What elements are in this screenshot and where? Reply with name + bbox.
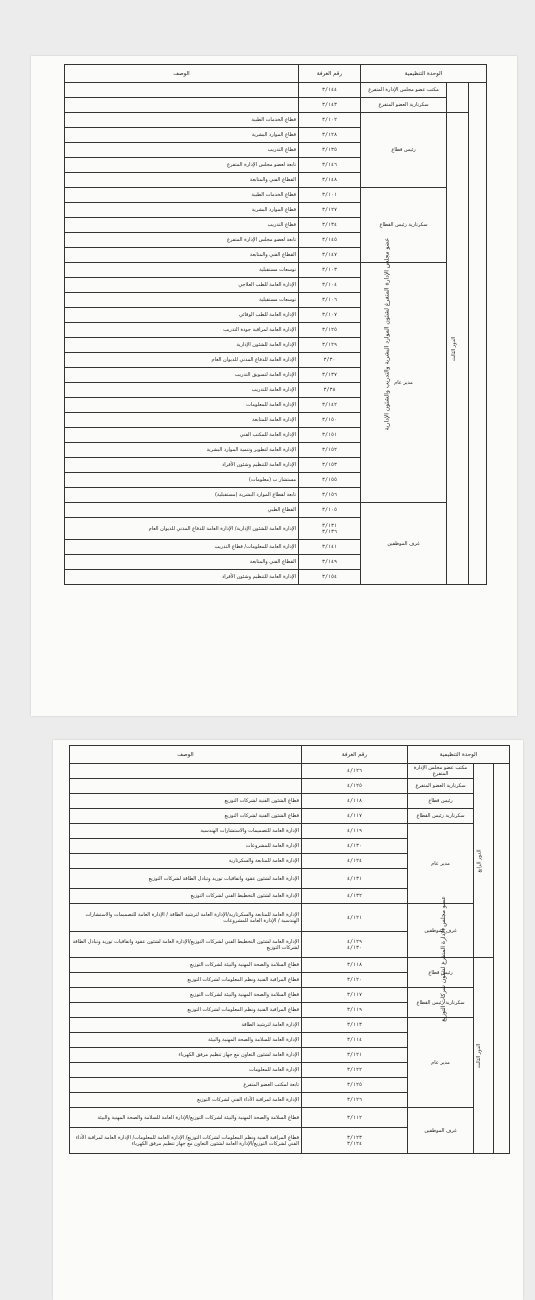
room-cell: [302, 1018, 408, 1033]
unit-cell: غرف الموظفين: [408, 1108, 474, 1154]
room-number: ٣/١٥٥: [321, 477, 338, 483]
room-cell: [299, 83, 361, 98]
table-row: [70, 1108, 510, 1128]
room-cell: [302, 889, 408, 904]
room-number: ٣/١٢٢: [346, 1067, 363, 1073]
room-number: ٣/١٠٣: [321, 267, 338, 273]
room-number: ٣/١٣٧: [321, 372, 338, 378]
description-cell: الإدارة العامة لمراقبة جودة التدريب: [65, 323, 299, 338]
room-cell: [299, 143, 361, 158]
room-number: ٣/١٥١: [321, 432, 338, 438]
floor-cell: [447, 83, 469, 113]
room-number: ٣/١١٩: [346, 1007, 363, 1013]
room-cell: [302, 973, 408, 988]
room-number: ٣/١٢١: [346, 1052, 363, 1058]
unit-cell: غرف الموظفين: [361, 503, 447, 585]
description-cell: قطاع المراقبة الفنية ونظم المعلومات لشركات التوزيع: [70, 1003, 302, 1018]
room-cell: [299, 233, 361, 248]
room-number: ٣/١١٢: [346, 1114, 363, 1121]
description-cell: الإدارة العامة لتسويق التدريب: [65, 368, 299, 383]
table-row: [70, 764, 510, 779]
room-number: ٣/١٥٠: [321, 417, 338, 423]
description-cell: [65, 98, 299, 113]
room-number: ٣/١٠٥: [321, 507, 338, 513]
table-row: [70, 794, 510, 809]
room-cell: [302, 764, 408, 779]
room-cell: [302, 779, 408, 794]
description-cell: الإدارة العامة للطب العلاجي: [65, 278, 299, 293]
description-cell: [70, 779, 302, 794]
description-cell: القطاع الفني والمتابعة: [65, 555, 299, 570]
room-cell: [302, 904, 408, 932]
description-cell: قطاع السلامة والصحة المهنية والبيئة لشركات التوزيع: [70, 988, 302, 1003]
room-cell: [302, 839, 408, 854]
description-cell: الإدارة العامة لترشيد الطاقة: [70, 1018, 302, 1033]
room-cell: [299, 570, 361, 585]
room-number: ٣/١٤٩: [321, 559, 338, 565]
description-cell: القطاع الفني والمتابعة: [65, 173, 299, 188]
room-cell: [299, 128, 361, 143]
description-cell: الإدارة العامة للدفاع المدني للديوان العام: [65, 353, 299, 368]
room-cell: [302, 1093, 408, 1108]
sector-title: عضو مجلس الإدارة المتفرغ لشئون شركات التوزيع: [440, 895, 448, 1022]
description-cell: الإدارة العامة لتطوير وتنمية الموارد البشرية: [65, 443, 299, 458]
room-cell: [302, 869, 408, 889]
room-cell: [299, 428, 361, 443]
unit-cell: رئيس قطاع: [361, 113, 447, 188]
description-cell: الإدارة العامة لشئون التخطيط الفني لشركات التوزيع: [70, 889, 302, 904]
description-cell: الإدارة العامة للمعلومات: [70, 1063, 302, 1078]
room-cell: [299, 353, 361, 368]
room-number: ٣/١٠١: [321, 192, 338, 198]
table-row: [65, 98, 487, 113]
description-cell: الإدارة العامة للسلامة والصحة المهنية والبيئة: [70, 1033, 302, 1048]
room-number: ٣/١١٨: [346, 962, 363, 968]
description-cell: قطاع التدريب: [65, 218, 299, 233]
room-cell: [299, 443, 361, 458]
header-unit: الوحدة التنظيمية: [361, 65, 487, 83]
description-cell: الإدارة العامة للمعلومات/ قطاع التدريب: [65, 540, 299, 555]
room-cell: [302, 794, 408, 809]
room-number: ٣/٣٠: [323, 357, 336, 363]
description-cell: توسعات مستقبلية: [65, 263, 299, 278]
room-number: ٣/١١٣: [346, 1022, 363, 1028]
description-cell: القطاع الفني والمتابعة: [65, 248, 299, 263]
room-number: ٣/١٥٤: [321, 574, 338, 580]
unit-cell: مدير عام: [408, 1018, 474, 1108]
description-cell: قطاع الشئون الفنية لشركات التوزيع: [70, 794, 302, 809]
room-number: ٣/١٢٠: [346, 977, 363, 983]
table-row: [70, 809, 510, 824]
room-number: ٣/١٠٧: [321, 312, 338, 318]
room-cell: [299, 113, 361, 128]
description-cell: الإدارة العامة لمراقبة الأداء الفني لشركات التوزيع: [70, 1093, 302, 1108]
room-number: ٤/١٣٢: [346, 893, 363, 899]
header-room: رقم الغرفة: [299, 65, 361, 83]
unit-cell: سكرتارية رئيس القطاع: [408, 988, 474, 1018]
room-number: ٣/١٢٣: [346, 1134, 363, 1141]
unit-cell: سكرتارية رئيس القطاع: [361, 188, 447, 263]
room-cell: [299, 338, 361, 353]
room-number: ٣/١١٧: [346, 992, 363, 998]
room-cell: [302, 854, 408, 869]
room-number: ٣/١٢٥: [321, 327, 338, 333]
room-number: ٣/١٣١: [321, 522, 338, 529]
room-number: ٣/١٢٧: [321, 207, 338, 213]
description-cell: تابعة لمكتب العضو المتفرغ: [70, 1078, 302, 1093]
unit-cell: سكرتارية العضو المتفرغ: [408, 779, 474, 794]
room-cell: [299, 368, 361, 383]
description-cell: الإدارة العامة للمتابعة والسكرتارية/الإدارة العامة لترشيد الطاقة / الإدارة العامة للتصميمات والاستشارات الهندسية / الإدارة العامة للمشروعات: [70, 904, 302, 932]
room-cell: [299, 98, 361, 113]
description-cell: الإدارة العامة للمشروعات: [70, 839, 302, 854]
room-number: ٣/١٤١: [321, 544, 338, 550]
room-allocation-table: [64, 64, 487, 585]
room-number: ٤/١٢٥: [346, 783, 363, 789]
description-cell: قطاع المراقبة الفنية ونظم المعلومات لشركات التوزيع: [70, 973, 302, 988]
description-cell: الإدارة العامة للمتابعة والسكرتارية: [70, 854, 302, 869]
unit-cell: سكرتارية رئيس القطاع: [408, 809, 474, 824]
room-cell: [299, 188, 361, 203]
description-cell: الإدارة العامة للمعلومات: [65, 398, 299, 413]
room-number: ٣/١٠٤: [321, 282, 338, 288]
description-cell: قطاع السلامة والصحة المهنية والبيئة لشركات التوزيع: [70, 958, 302, 973]
room-cell: [299, 293, 361, 308]
description-cell: تابعة لعضو مجلس الإدارة المتفرغ: [65, 233, 299, 248]
room-cell: [302, 1003, 408, 1018]
room-number: ٣/١٤٧: [321, 252, 338, 258]
room-number: ٤/١٢٩: [346, 938, 363, 945]
room-cell: [299, 173, 361, 188]
room-number: ٣/١٢٥: [346, 1082, 363, 1088]
table-row: [65, 188, 487, 203]
room-number: ٣/١٢٩: [321, 342, 338, 348]
room-number: ٤/١٣١: [346, 875, 363, 882]
description-cell: الإدارة العامة لشئون التعاون مع جهاز تنظيم مرفق الكهرباء: [70, 1048, 302, 1063]
room-cell: [299, 503, 361, 518]
description-cell: الإدارة العامة للتنظيم وشئون الأفراد: [65, 458, 299, 473]
table-row: [65, 83, 487, 98]
description-cell: الإدارة العامة لشئون التخطيط الفني لشركات التوزيع/الإدارة العامة لشئون عقود واتفاقيات توريد وتبادل الطاقة لشركات التوزيع: [70, 932, 302, 958]
description-cell: مستشار ب (معلومات): [65, 473, 299, 488]
description-cell: الإدارة العامة للتدريب: [65, 383, 299, 398]
room-cell: [299, 218, 361, 233]
room-cell: [302, 1128, 408, 1154]
floor-label: الدور الرابع: [476, 848, 483, 873]
table-row: [65, 113, 487, 128]
room-cell: [299, 518, 361, 540]
room-cell: [299, 473, 361, 488]
description-cell: الإدارة العامة للتنظيم وشئون الأفراد: [65, 570, 299, 585]
table-row: [65, 263, 487, 278]
room-number: ٣/١٥٣: [321, 462, 338, 468]
room-number: ٣/١٤٣: [321, 102, 338, 108]
description-cell: قطاع السلامة والصحة المهنية والبيئة لشركات التوزيع/الإدارة العامة للسلامة والصحة المهنية والبيئة: [70, 1108, 302, 1128]
room-number: ٣/١٣٤: [321, 222, 338, 228]
unit-cell: مكتب عضو مجلس الإدارة المتفرغ: [408, 764, 474, 779]
room-number: ٣/١٥٦: [321, 492, 338, 498]
unit-cell: سكرتارية العضو المتفرغ: [361, 98, 447, 113]
room-cell: [299, 540, 361, 555]
room-number: ٤/١٢٤: [346, 858, 363, 864]
room-cell: [299, 555, 361, 570]
room-cell: [302, 809, 408, 824]
room-number: ٣/١٢٨: [321, 132, 338, 138]
description-cell: قطاع الخدمات الطبية: [65, 113, 299, 128]
room-number: ٣/١٤٤: [321, 87, 338, 93]
unit-cell: رئيس قطاع: [408, 794, 474, 809]
description-cell: الإدارة العامة للتصميمات والاستشارات الهندسية: [70, 824, 302, 839]
room-allocation-table: [69, 745, 510, 1154]
room-number: ٤/١١٩: [346, 828, 363, 834]
description-cell: الإدارة العامة للطب الوقائي: [65, 308, 299, 323]
room-number: ٣/١٢٦: [346, 1097, 363, 1103]
room-number: ٤/١٣٠: [346, 843, 363, 849]
description-cell: قطاع الشئون الفنية لشركات التوزيع: [70, 809, 302, 824]
room-cell: [299, 263, 361, 278]
room-cell: [302, 1063, 408, 1078]
room-number: ٤/١٣٠: [346, 944, 363, 951]
floor-label: الدور الثالث: [475, 1043, 482, 1068]
table-row: [70, 824, 510, 839]
room-cell: [302, 1048, 408, 1063]
description-cell: الإدارة العامة للمتابعة: [65, 413, 299, 428]
room-cell: [299, 458, 361, 473]
room-cell: [299, 158, 361, 173]
room-cell: [299, 278, 361, 293]
room-number: ٣/١٣٥: [321, 147, 338, 153]
room-number: ٣/١٣٦: [321, 528, 338, 535]
room-cell: [299, 413, 361, 428]
room-number: ٣/١٤٢: [321, 402, 338, 408]
description-cell: الإدارة العامة للشئون الإدارية/ الإدارة العامة للدفاع المدني للديوان العام: [65, 518, 299, 540]
room-cell: [302, 1108, 408, 1128]
floor-cell: [474, 764, 494, 958]
room-number: ٣/١٢٤: [346, 1140, 363, 1147]
table-row: [70, 779, 510, 794]
description-cell: قطاع الموارد البشرية: [65, 128, 299, 143]
room-number: ٣/١١٤: [346, 1037, 363, 1043]
header-unit: الوحدة التنظيمية: [408, 746, 510, 764]
room-number: ٤/١٢١: [346, 914, 363, 921]
unit-cell: مدير عام: [361, 263, 447, 503]
document-page-1: [31, 56, 517, 716]
description-cell: قطاع الموارد البشرية: [65, 203, 299, 218]
unit-cell: غرف الموظفين: [408, 904, 474, 958]
floor-cell: [474, 958, 494, 1154]
unit-cell: مكتب عضو مجلس الإدارة المتفرغ: [361, 83, 447, 98]
room-number: ٣/١٤٥: [321, 237, 338, 243]
document-page-2: [53, 740, 523, 1300]
room-number: ٣/١٥٢: [321, 447, 338, 453]
room-cell: [302, 988, 408, 1003]
header-desc: الوصف: [65, 65, 299, 83]
room-number: ٤/١١٨: [346, 798, 363, 804]
room-cell: [299, 248, 361, 263]
description-cell: الإدارة العامة للمكتب الفني: [65, 428, 299, 443]
room-number: ٤/١١٧: [346, 813, 363, 819]
sector-title: عضو مجلس الإدارة المتفرغ لشئون الموارد البشرية والتدريب والشئون الإدارية: [383, 237, 391, 430]
description-cell: توسعات مستقبلية: [65, 293, 299, 308]
room-cell: [299, 383, 361, 398]
unit-cell: مدير عام: [408, 824, 474, 904]
room-number: ٣/١٤٨: [321, 177, 338, 183]
unit-cell: رئيس قطاع: [408, 958, 474, 988]
room-cell: [299, 203, 361, 218]
description-cell: الإدارة العامة لشئون عقود واتفاقيات توريد وتبادل الطاقة لشركات التوزيع: [70, 869, 302, 889]
room-cell: [302, 932, 408, 958]
description-cell: [65, 83, 299, 98]
floor-label: الدور الثالث: [450, 336, 457, 361]
room-number: ٣/١٠٢: [321, 117, 338, 123]
room-cell: [302, 824, 408, 839]
description-cell: قطاع التدريب: [65, 143, 299, 158]
description-cell: قطاع المراقبة الفنية ونظم المعلومات لشركات التوزيع/ الإدارة العامة للمعلومات/ الإدارة العامة لمراقبة الأداء الفني لشركات التوزيع/الإدارة العامة لشئون التعاون مع جهاز تنظيم مرفق الكهرباء: [70, 1128, 302, 1154]
description-cell: قطاع الخدمات الطبية: [65, 188, 299, 203]
description-cell: تابعة لعضو مجلس الإدارة المتفرغ: [65, 158, 299, 173]
room-number: ٣/١٤٦: [321, 162, 338, 168]
room-number: ٣/١٠٦: [321, 297, 338, 303]
room-cell: [302, 1078, 408, 1093]
room-cell: [299, 308, 361, 323]
description-cell: تابعة لقطاع الموارد البشرية (مستقبلية): [65, 488, 299, 503]
room-number: ٣/٣٨: [323, 387, 336, 393]
floor-cell: [447, 113, 469, 585]
header-room: رقم الغرفة: [302, 746, 408, 764]
table-row: [65, 503, 487, 518]
room-cell: [302, 1033, 408, 1048]
header-desc: الوصف: [70, 746, 302, 764]
room-number: ٤/١٢٦: [346, 768, 363, 774]
description-cell: الإدارة العامة للشئون الإدارية: [65, 338, 299, 353]
description-cell: القطاع الطبي: [65, 503, 299, 518]
room-cell: [299, 488, 361, 503]
room-cell: [299, 398, 361, 413]
description-cell: [70, 764, 302, 779]
